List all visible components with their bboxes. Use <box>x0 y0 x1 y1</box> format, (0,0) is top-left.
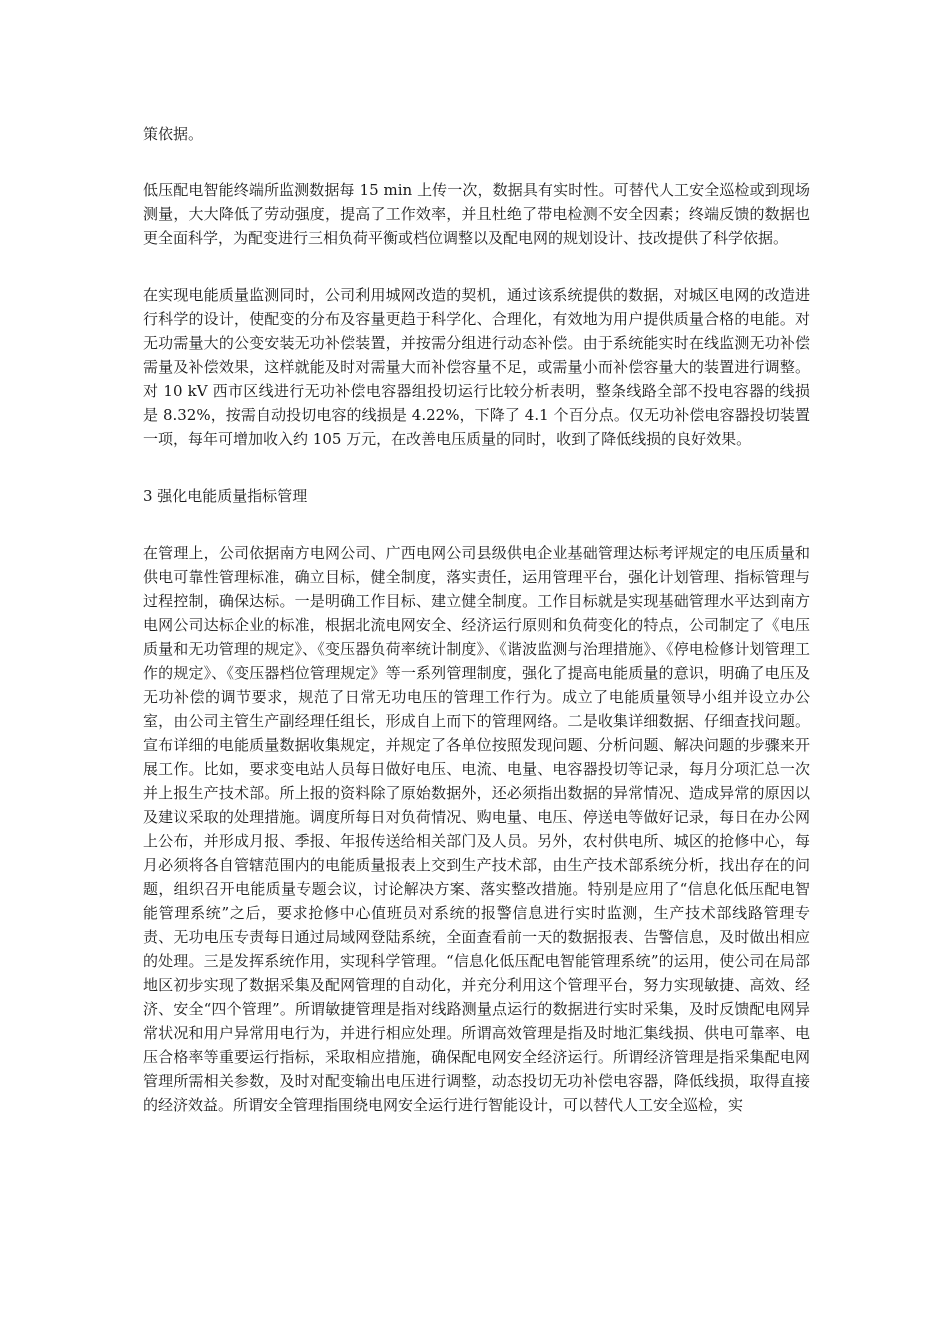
paragraph-terminal-monitoring: 低压配电智能终端所监测数据每 15 min 上传一次，数据具有实时性。可替代人工安全巡检或到现场测量，大大降低了劳动强度，提高了工作效率，并且杜绝了带电检测不安全因素；终端反馈的数据也更全面科学，为配变进行三相负荷平衡或档位调整以及配电网的规划设计、技改提供了科学依据。 <box>143 181 810 247</box>
paragraph-power-quality: 在实现电能质量监测同时，公司利用城网改造的契机，通过该系统提供的数据，对城区电网的改造进行科学的设计，使配变的分布及容量更趋于科学化、合理化，有效地为用户提供质量合格的电能。对无功需量大的公变安装无功补偿装置，并按需分组进行动态补偿。由于系统能实时在线监测无功补偿需量及补偿效果，这样就能及时对需量大而补偿容量不足，或需量小而补偿容量大的装置进行调整。对 10 kV 西市区线进行无功补偿电容器组投切运行比较分析表明，整条线路全部不投电容器的线损是 8.32%，按需自动投切电容的线损是 4.22%，下降了 4.1 个百分点。仅无功补偿电容器投切装置一项，每年可增加收入约 105 万元，在改善电压质量的同时，收到了降低线损的良好效果。 <box>143 286 810 448</box>
document-page <box>143 122 810 1117</box>
paragraph-continuation: 策依据。 <box>143 125 204 143</box>
paragraph-management: 在管理上，公司依据南方电网公司、广西电网公司县级供电企业基础管理达标考评规定的电压质量和供电可靠性管理标准，确立目标，健全制度，落实责任，运用管理平台，强化计划管理、指标管理与过程控制，确保达标。一是明确工作目标、建立健全制度。工作目标就是实现基础管理水平达到南方电网公司达标企业的标准，根据北流电网安全、经济运行原则和负荷变化的特点，公司制定了《电压质量和无功管理的规定》、《变压器负荷率统计制度》、《谐波监测与治理措施》、《停电检修计划管理工作的规定》、《变压器档位管理规定》等一系列管理制度，强化了提高电能质量的意识，明确了电压及无功补偿的调节要求，规范了日常无功电压的管理工作行为。成立了电能质量领导小组并设立办公室，由公司主管生产副经理任组长，形成自上而下的管理网络。二是收集详细数据、仔细查找问题。宣布详细的电能质量数据收集规定，并规定了各单位按照发现问题、分析问题、解决问题的步骤来开展工作。比如，要求变电站人员每日做好电压、电流、电量、电容器投切等记录，每月分项汇总一次并上报生产技术部。所上报的资料除了原始数据外，还必须指出数据的异常情况、造成异常的原因以及建议采取的处理措施。调度所每日对负荷情况、购电量、电压、停送电等做好记录，每日在办公网上公布，并形成月报、季报、年报传送给相关部门及人员。另外，农村供电所、城区的抢修中心，每月必须将各自管辖范围内的电能质量报表上交到生产技术部，由生产技术部系统分析，找出存在的问题，组织召开电能质量专题会议，讨论解决方案、落实整改措施。特别是应用了“信息化低压配电智能管理系统”之后，要求抢修中心值班员对系统的报警信息进行实时监测，生产技术部线路管理专责、无功电压专责每日通过局域网登陆系统，全面查看前一天的数据报表、告警信息，及时做出相应的处理。三是发挥系统作用，实现科学管理。“信息化低压配电智能管理系统”的运用，使公司在局部地区初步实现了数据采集及配网管理的自动化，并充分利用这个管理平台，努力实现敏捷、高效、经济、安全“四个管理”。所谓敏捷管理是指对线路测量点运行的数据进行实时采集，及时反馈配电网异常状况和用户异常用电行为，并进行相应处理。所谓高效管理是指及时地汇集线损、供电可靠率、电压合格率等重要运行指标，采取相应措施，确保配电网安全经济运行。所谓经济管理是指采集配电网管理所需相关参数，及时对配变输出电压进行调整，动态投切无功补偿电容器，降低线损，取得直接的经济效益。所谓安全管理指围绕电网安全运行进行智能设计，可以替代人工安全巡检，实 <box>143 544 810 1114</box>
section-heading: 3 强化电能质量指标管理 <box>143 487 308 505</box>
